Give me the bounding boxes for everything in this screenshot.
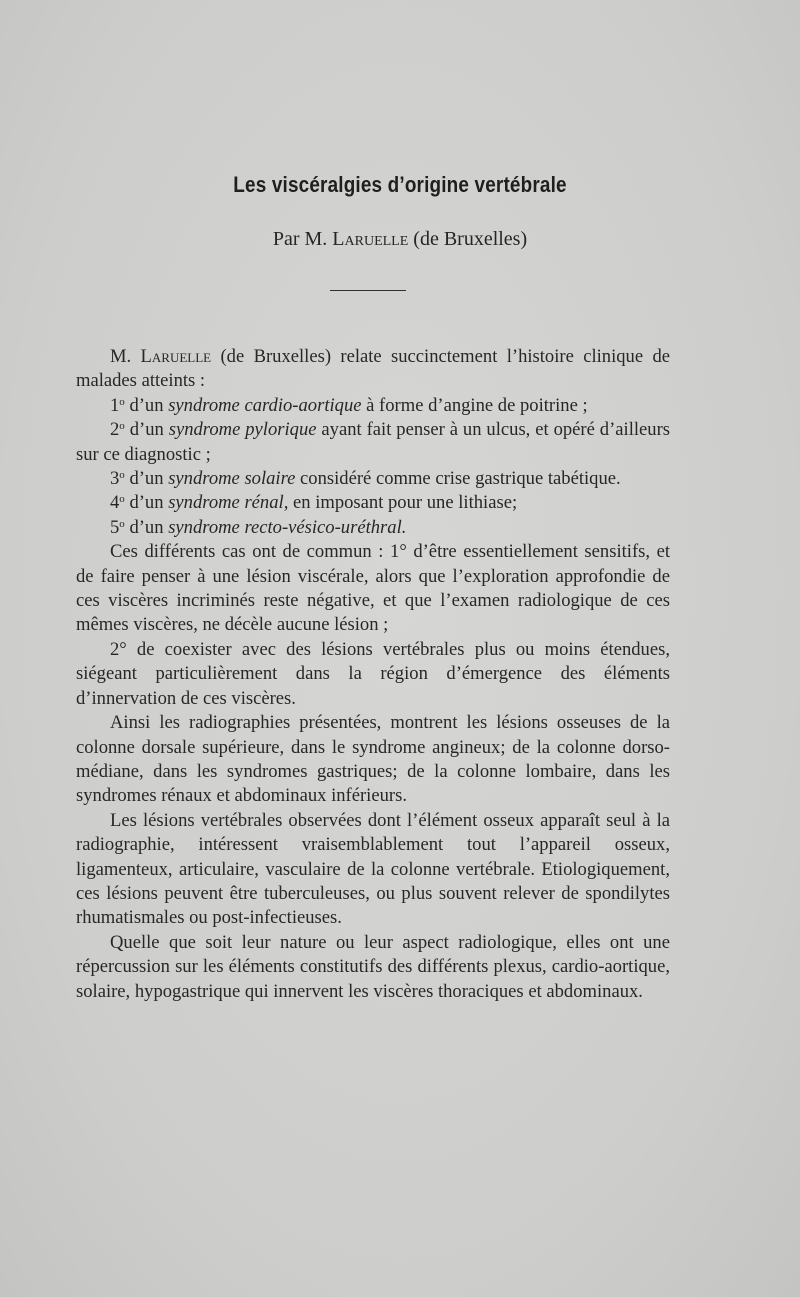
article-title: Les viscéralgies d’origine vertébrale (233, 172, 567, 197)
item4-syndrome: syndrome rénal, (168, 492, 289, 514)
item4-deg: o (119, 493, 125, 506)
item1-deg: o (119, 395, 125, 408)
intro-author: Laruelle (140, 346, 212, 367)
byline-prefix: Par M. (272, 228, 333, 250)
intro-text: (de Bruxelles) relate succinctement l’histoire clinique de malades atteints : (76, 346, 670, 392)
item5-syndrome: syndrome recto-vésico-uréthral. (168, 516, 407, 538)
intro-paragraph (76, 345, 670, 394)
common-features-paragraph: Ces différents cas ont de commun : 1° d’être essentiellement sensitifs, et de faire penser à une lésion viscérale, alors que l’exploration approfondie de ces viscères incriminés reste négative, et que l’examen radiologique de ces mêmes viscères, ne décèle aucune lésion ; (76, 541, 670, 636)
item3-num: 3 (110, 468, 120, 490)
item3-deg: o (119, 469, 125, 482)
lesions-paragraph: Les lésions vertébrales observées dont l’élément osseux apparaît seul à la radiographie, intéressent vraisemblablement tout l’appareil osseux, ligamenteux, articulaire, vasculaire de la colonne vertébrale. Etiologiquement, ces lésions peuvent être tuberculeuses, ou plus souvent relever de spondilytes rhumatismales ou post-infectieuses. (76, 809, 670, 929)
item2-lead: d’un (124, 419, 169, 441)
intro-prefix: M. (110, 346, 141, 367)
item1-num: 1 (110, 394, 120, 416)
item2-rest: ayant fait penser à un ulcus, et opéré d’ailleurs sur ce diagnostic ; (76, 419, 671, 465)
item2-syndrome: syndrome pylorique (168, 419, 317, 441)
byline (0, 228, 800, 251)
list-item-3 (76, 467, 670, 491)
item5-deg: o (119, 517, 125, 530)
item4-num: 4 (110, 492, 120, 514)
radiographs-paragraph: Ainsi les radiographies présentées, montrent les lésions osseuses de la colonne dorsale supérieure, dans le syndrome angineux; de la colonne dorso-médiane, dans les syndromes gastriques; de la colonne lombaire, dans les syndromes rénaux et abdominaux inférieurs. (76, 712, 670, 807)
list-item-4 (76, 491, 670, 515)
coexist-paragraph: 2° de coexister avec des lésions vertébrales plus ou moins étendues, siégeant particulièrement dans la région d’émergence des éléments d’innervation de ces viscères. (76, 638, 670, 709)
item1-syndrome: syndrome cardio-aortique (168, 394, 362, 416)
item3-rest: considéré comme crise gastrique tabétique. (295, 468, 621, 490)
item2-num: 2 (110, 419, 120, 441)
item1-rest: à forme d’angine de poitrine ; (361, 394, 588, 416)
item5-lead: d’un (124, 516, 169, 538)
item5-num: 5 (110, 516, 120, 538)
item2-deg: o (119, 420, 125, 433)
list-item-2 (76, 418, 670, 467)
byline-author: Laruelle (332, 228, 409, 250)
item3-lead: d’un (124, 468, 169, 490)
title-divider (330, 290, 406, 291)
list-item-1 (76, 394, 670, 418)
item3-syndrome: syndrome solaire (168, 468, 296, 490)
byline-suffix: (de Bruxelles) (408, 228, 528, 250)
item4-rest: en imposant pour une lithiase; (288, 492, 518, 514)
item4-lead: d’un (124, 492, 169, 514)
list-item-5 (76, 516, 670, 540)
conclusion-paragraph: Quelle que soit leur nature ou leur aspect radiologique, elles ont une répercussion sur les éléments constitutifs des différents plexus, cardio-aortique, solaire, hypogastrique qui innervent les viscères thoraciques et abdominaux. (76, 931, 670, 1002)
item1-lead: d’un (124, 394, 169, 416)
article-body (76, 345, 670, 1004)
